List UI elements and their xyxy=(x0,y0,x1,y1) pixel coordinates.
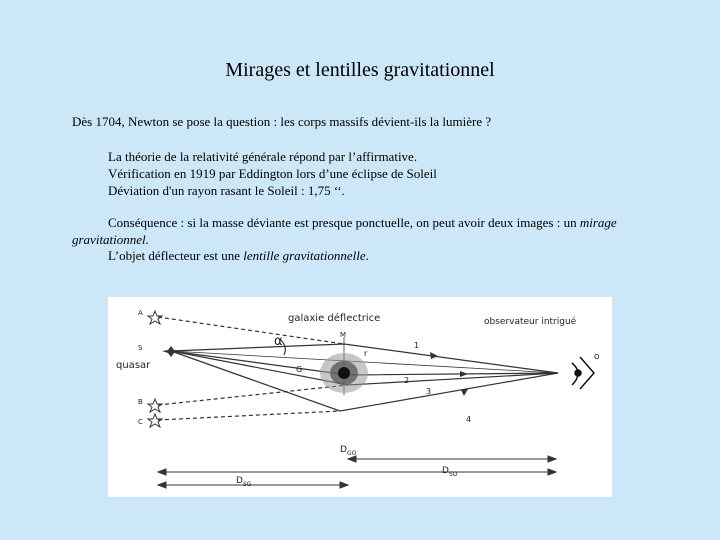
fact-line-1: La théorie de la relativité générale répond par l’affirmative. xyxy=(108,149,418,164)
star-b-icon xyxy=(148,399,162,412)
dso-arrow-right xyxy=(548,469,556,475)
slide-title: Mirages et lentilles gravitationnel xyxy=(225,59,495,81)
label-ray-3: 3 xyxy=(426,387,432,396)
label-ray-1: 1 xyxy=(414,341,420,350)
fact-line-3: Déviation d'un rayon rasant le Soleil : 1,75 ‘‘. xyxy=(108,183,345,198)
consequence-line-1 xyxy=(108,214,617,231)
label-ray-4: 4 xyxy=(466,415,472,424)
ray-apparent-c xyxy=(158,411,340,420)
ray-apparent-b xyxy=(158,385,348,405)
label-dso: $D_{SO}$ xyxy=(442,466,458,478)
consequence-mirage: mirage xyxy=(579,215,617,230)
dgo-arrow-right xyxy=(548,456,556,462)
label-ray-2: 2 xyxy=(404,376,410,385)
label-dgo: $D_{GO}$ xyxy=(340,445,357,457)
lens-period: . xyxy=(365,248,369,263)
dsg-arrow-left xyxy=(158,482,166,488)
dsg-arrow-right xyxy=(340,482,348,488)
consequence-line-2 xyxy=(72,231,149,248)
label-observer: observateur intrigué xyxy=(484,317,577,327)
fact-line-2: Vérification en 1919 par Eddington lors d’une éclipse de Soleil xyxy=(108,166,437,181)
intro-text: Dès 1704, Newton se pose la question : les corps massifs dévient-ils la lumière ? xyxy=(72,114,492,129)
consequence-text: Conséquence : si la masse déviante est presque ponctuelle, on peut avoir deux images : un xyxy=(108,215,580,230)
lensing-diagram-svg xyxy=(108,297,612,497)
arrow-head-2 xyxy=(460,371,468,377)
label-g: G xyxy=(296,365,303,374)
label-r: r xyxy=(364,349,368,358)
label-s: S xyxy=(138,344,143,352)
label-quasar: quasar xyxy=(116,360,151,371)
consequence-gravitationnel: gravitationnel. xyxy=(72,232,149,247)
dso-arrow-left xyxy=(158,469,166,475)
lens-text: L’objet déflecteur est une xyxy=(108,248,244,263)
arrow-head-4 xyxy=(461,389,468,396)
consequence-line-3 xyxy=(108,247,369,264)
label-galaxy: galaxie déflectrice xyxy=(288,313,381,324)
label-m: M xyxy=(340,331,347,339)
observer-eye-icon xyxy=(572,357,594,389)
arrow-head-1 xyxy=(430,352,438,359)
lensing-diagram xyxy=(108,297,612,497)
lens-term: lentille gravitationnelle xyxy=(243,248,366,263)
label-c: C xyxy=(138,418,143,426)
label-dsg: $D_{SG}$ xyxy=(236,476,252,488)
galaxy-icon xyxy=(320,353,368,393)
label-o: O xyxy=(594,353,600,361)
label-b: B xyxy=(138,398,143,406)
label-alpha: α xyxy=(274,334,283,349)
label-a: A xyxy=(138,309,143,317)
